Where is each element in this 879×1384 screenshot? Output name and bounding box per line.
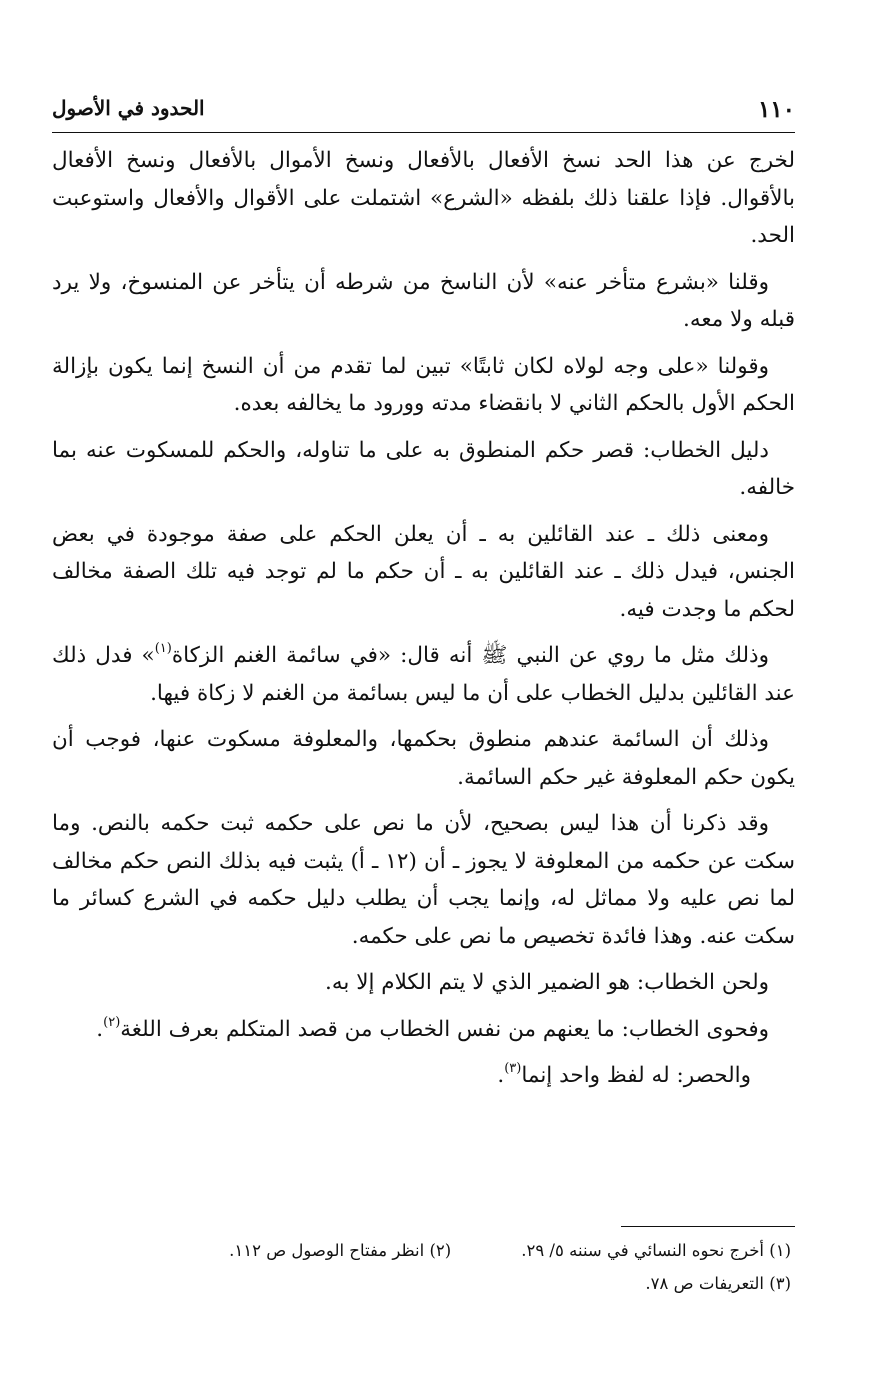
footnotes: [60, 1234, 791, 1300]
footnote: (٢) انظر مفتاح الوصول ص ١١٢.: [229, 1241, 452, 1260]
footnote: (٣) التعريفات ص ٧٨.: [645, 1274, 791, 1293]
footnote-separator: [621, 1226, 795, 1227]
running-title: الحدود في الأصول: [52, 96, 205, 120]
paragraph-text: .: [497, 1063, 505, 1088]
footnote-row: [60, 1267, 791, 1300]
paragraph: دليل الخطاب: قصر حكم المنطوق به على ما تناوله، والحكم للمسكوت عنه بما خالفه.: [52, 437, 795, 500]
paragraph: وقد ذكرنا أن هذا ليس بصحيح، لأن ما نص على حكمه ثبت حكمه بالنص. وما سكت عن حكمه من المعلوفة لا يجوز ـ أن (١٢ ـ أ) يثبت فيه بذلك النص حكم مخالف لما نص عليه ولا مماثل له، وإنما يجب أن يطلب دليل حكمه في الشرع كسائر ما سكت عنه. وهذا فائدة تخصيص ما نص على حكمه.: [52, 811, 795, 949]
footnote: (١) أخرج نحوه النسائي في سننه ٥/ ٢٩.: [521, 1241, 791, 1260]
paragraph-text: وفحوى الخطاب: ما يعنهم من نفس الخطاب من قصد المتكلم بعرف اللغة: [120, 1016, 769, 1042]
paragraph: وذلك أن السائمة عندهم منطوق بحكمها، والمعلوفة مسكوت عنها، فوجب أن يكون حكم المعلوفة غير حكم السائمة.: [52, 727, 795, 790]
footnote-row: [60, 1234, 791, 1267]
paragraph: [52, 1011, 795, 1049]
paragraph: وقولنا «على وجه لولاه لكان ثابتًا» تبين لما تقدم من أن النسخ إنما يكون بإزالة الحكم الأول بالحكم الثاني لا بانقضاء مدته وورود ما يخالفه بعده.: [52, 353, 795, 416]
paragraph: [52, 637, 795, 712]
paragraph: ولحن الخطاب: هو الضمير الذي لا يتم الكلام إلا به.: [325, 970, 769, 995]
paragraph-text: وذلك مثل ما روي عن النبي ﷺ أنه قال: «في سائمة الغنم الزكاة: [171, 643, 769, 668]
paragraph: ومعنى ذلك ـ عند القائلين به ـ أن يعلن الحكم على صفة موجودة في بعض الجنس، فيدل ذلك ـ عند القائلين به ـ أن حكم ما لم توجد فيه تلك الصفة مخالف لحكم ما وجدت فيه.: [52, 521, 795, 622]
paragraph-text: والحصر: له لفظ واحد إنما: [521, 1063, 751, 1088]
running-header: [52, 92, 795, 133]
page-number: ١١٠: [757, 96, 795, 123]
footnote-marker: (٢): [103, 1014, 121, 1030]
body-text: [52, 142, 795, 1104]
paragraph: وقلنا «بشرع متأخر عنه» لأن الناسخ من شرطه أن يتأخر عن المنسوخ، ولا يرد قبله ولا معه.: [52, 269, 795, 332]
paragraph-text: » فدل ذلك عند القائلين بدليل الخطاب على أن ما ليس بسائمة من الغنم لا زكاة فيها.: [52, 643, 795, 706]
paragraph: لخرج عن هذا الحد نسخ الأفعال بالأفعال ونسخ الأموال بالأفعال ونسخ الأفعال بالأقوال. فإذا علقنا ذلك بلفظه «الشرع» اشتملت على الأقوال والأفعال واستوعبت الحد.: [52, 148, 795, 248]
footnote-marker: (١): [154, 641, 172, 656]
footnote-marker: (٣): [504, 1061, 522, 1076]
paragraph: [52, 1057, 795, 1095]
paragraph-text: .: [96, 1016, 104, 1042]
